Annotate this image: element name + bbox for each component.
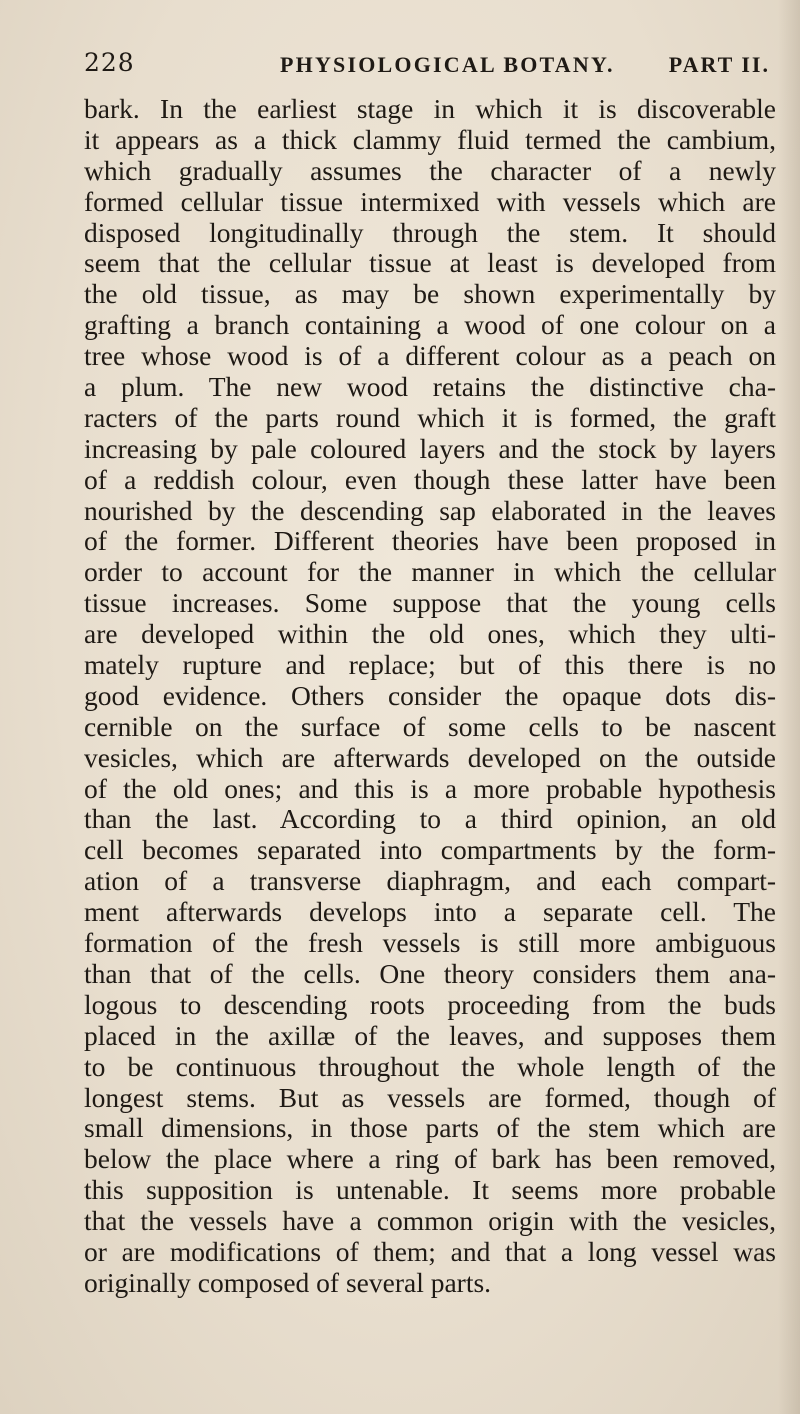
text-line: below the place where a ring of bark has been removed, xyxy=(84,1143,776,1175)
text-line: formation of the fresh vessels is still more ambiguous xyxy=(84,927,776,959)
text-line: of the former. Different theories have been proposed in xyxy=(84,525,776,557)
text-line: longest stems. But as vessels are formed, though of xyxy=(84,1081,776,1113)
text-line: than the last. According to a third opinion, an old xyxy=(84,803,776,835)
text-line: it appears as a thick clammy fluid termed the cambium, xyxy=(84,123,776,155)
text-line: this supposition is untenable. It seems more probable xyxy=(84,1174,776,1206)
body-text xyxy=(84,94,776,1299)
text-line: mately rupture and replace; but of this there is no xyxy=(84,649,776,681)
text-line: increasing by pale coloured layers and the stock by layers xyxy=(84,432,776,464)
text-line: ation of a transverse diaphragm, and each compart- xyxy=(84,865,776,897)
text-line: a plum. The new wood retains the distinctive cha- xyxy=(84,371,776,403)
page-edge-shadow xyxy=(778,0,800,1414)
text-line: the old tissue, as may be shown experimentally by xyxy=(84,278,776,310)
text-line: bark. In the earliest stage in which it is discoverable xyxy=(84,93,776,124)
text-line: which gradually assumes the character of a newly xyxy=(84,154,776,186)
text-line: than that of the cells. One theory considers them ana- xyxy=(84,957,776,989)
text-line: or are modifications of them; and that a long vessel was xyxy=(84,1235,776,1267)
text-line: order to account for the manner in which the cellular xyxy=(84,556,776,588)
text-line: formed cellular tissue intermixed with vessels which are xyxy=(84,185,776,217)
text-line: to be continuous throughout the whole length of the xyxy=(84,1050,776,1082)
part-label: PART II. xyxy=(668,52,770,77)
text-line: tree whose wood is of a different colour as a peach on xyxy=(84,340,776,372)
text-line: nourished by the descending sap elaborated in the leaves xyxy=(84,494,776,526)
text-line: logous to descending roots proceeding from the buds xyxy=(84,988,776,1020)
text-line: seem that the cellular tissue at least is developed from xyxy=(84,247,776,279)
text-line: placed in the axillæ of the leaves, and supposes them xyxy=(84,1019,776,1051)
running-title: PHYSIOLOGICAL BOTANY. xyxy=(280,52,615,77)
text-line: cell becomes separated into compartments by the form- xyxy=(84,834,776,866)
text-line: grafting a branch containing a wood of one colour on a xyxy=(84,309,776,341)
page-number: 228 xyxy=(84,48,135,77)
running-header xyxy=(84,48,776,88)
text-line: of a reddish colour, even though these latter have been xyxy=(84,463,776,495)
text-line: are developed within the old ones, which they ulti- xyxy=(84,618,776,650)
text-line-last: originally composed of several parts. xyxy=(84,1266,492,1298)
text-line: cernible on the surface of some cells to be nascent xyxy=(84,710,776,742)
text-line: racters of the parts round which it is formed, the graft xyxy=(84,401,776,433)
text-line: vesicles, which are afterwards developed on the outside xyxy=(84,741,776,773)
text-line: ment afterwards develops into a separate cell. The xyxy=(84,896,776,928)
text-line: disposed longitudinally through the stem. It should xyxy=(84,216,776,248)
text-line: tissue increases. Some suppose that the young cells xyxy=(84,587,776,619)
text-line: of the old ones; and this is a more probable hypothesis xyxy=(84,772,776,804)
text-line: good evidence. Others consider the opaque dots dis- xyxy=(84,679,776,711)
text-line: that the vessels have a common origin with the vesicles, xyxy=(84,1205,776,1237)
text-line: small dimensions, in those parts of the stem which are xyxy=(84,1112,776,1144)
